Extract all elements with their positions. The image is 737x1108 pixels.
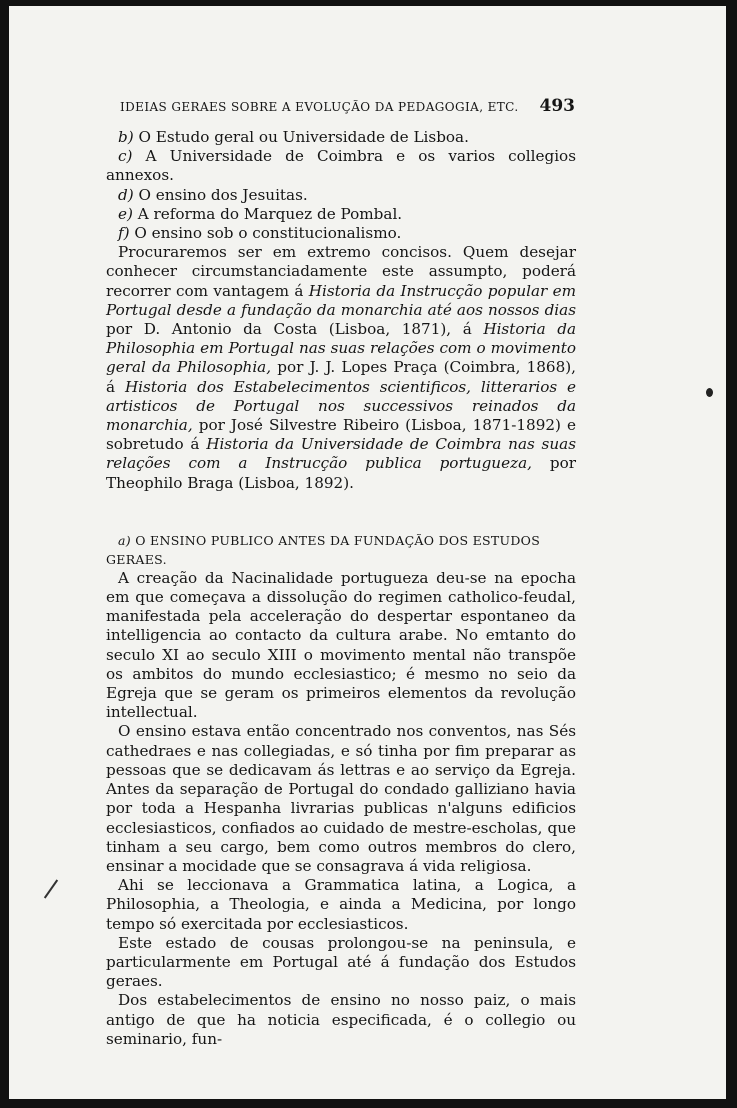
- running-head: [120, 96, 575, 116]
- ref-title: Historia da Philosophia em Portugal nas suas relações com o movimento geral da Philosophia,: [106, 320, 576, 377]
- ref-text: por Theophilo Braga (Lisboa, 1892).: [106, 454, 576, 492]
- references-paragraph: [106, 243, 576, 493]
- section-heading: [106, 531, 576, 569]
- margin-ink-dot: [706, 388, 713, 397]
- scan-border-top: [0, 0, 737, 6]
- body-paragraph: Ahi se leccionava a Grammatica latina, a Logica, a Philosophia, a Theologia, e ainda a Medicina, por longo tempo só exercitada por ecclesiasticos.: [106, 876, 576, 933]
- body-paragraph: Dos estabelecimentos de ensino no nosso paiz, o mais antigo de que ha noticia especificada, é o collegio ou seminario, fun-: [106, 991, 576, 1048]
- scan-border-left: [0, 0, 9, 1108]
- list-letter: e): [118, 204, 133, 223]
- list-text: O ensino sob o constitucionalismo.: [129, 224, 402, 243]
- section-title-text: O ENSINO PUBLICO ANTES DA FUNDAÇÃO DOS ESTUDOS GERAES.: [106, 532, 541, 567]
- page-body: [106, 128, 576, 1049]
- list-item: [106, 224, 576, 243]
- running-title: IDEIAS GERAES SOBRE A EVOLUÇÃO DA PEDAGOGIA, ETC.: [120, 100, 519, 114]
- body-paragraph: A creação da Nacinalidade portugueza deu-se na epocha em que começava a dissolução do regimen catholico-feudal, manifestada pela acceleração do despertar espontaneo da intelligencia ao contacto da cultura arabe. No emtanto do seculo XI ao seculo XIII o movimento mental não transpõe os ambitos do mundo ecclesiastico; é mesmo no seio da Egreja que se geram os primeiros elementos da revolução intellectual.: [106, 568, 576, 722]
- list-text: A reforma do Marquez de Pombal.: [132, 204, 403, 223]
- page-number: 493: [539, 96, 575, 116]
- ref-title: Historia da Instrucção popular em Portugal desde a fundação da monarchia até aos nossos dias: [106, 281, 576, 319]
- ref-title: Historia dos Estabelecimentos scientificos, litterarios e artisticos de Portugal nos successivos reinados da monarchia,: [106, 377, 576, 435]
- list-item: [106, 147, 576, 185]
- list-text: O ensino dos Jesuitas.: [133, 185, 308, 204]
- list-text: A Universidade de Coimbra e os varios collegios annexos.: [106, 147, 576, 185]
- list-letter: c): [118, 147, 133, 166]
- list-text: O Estudo geral ou Universidade de Lisboa.: [133, 128, 469, 146]
- scan-border-bottom: [0, 1099, 737, 1108]
- scan-border-right: [726, 0, 737, 1108]
- margin-pencil-mark: [44, 879, 58, 898]
- body-paragraph: Este estado de cousas prolongou-se na peninsula, e particularmente em Portugal até á fundação dos Estudos geraes.: [106, 933, 576, 991]
- list-letter: b): [118, 128, 134, 146]
- list-item: [106, 205, 576, 224]
- list-letter: f): [118, 224, 130, 243]
- ref-title: Historia da Universidade de Coimbra nas suas relações com a Instrucção publica portugueza,: [106, 435, 576, 473]
- ref-text: por José Silvestre Ribeiro (Lisboa, 1871-1892) e sobretudo á: [106, 416, 576, 454]
- section-letter: a): [118, 532, 131, 548]
- body-paragraph: O ensino estava então concentrado nos conventos, nas Sés cathedraes e nas collegiadas, e só tinha por fim preparar as pessoas que se dedicavam ás lettras e ao serviço da Egreja. Antes da separação de Portugal do condado galliziano havia por toda a Hespanha livrarias publicas n'alguns edificios ecclesiasticos, confiados ao cuidado de mestre-escholas, que tinham a seu cargo, bem como outros membros do clero, ensinar a mocidade que se consagrava á vida religiosa.: [106, 722, 576, 875]
- list-letter: d): [118, 185, 134, 204]
- ref-text: Procuraremos ser em extremo concisos. Quem desejar conhecer circumstanciadamente este assumpto, poderá recorrer com vantagem á: [106, 243, 576, 300]
- list-item: [106, 128, 576, 147]
- list-item: [106, 186, 576, 205]
- ref-text: por D. Antonio da Costa (Lisboa, 1871), á: [106, 320, 484, 339]
- ref-text: por J. J. Lopes Praça (Coimbra, 1868), á: [106, 358, 577, 396]
